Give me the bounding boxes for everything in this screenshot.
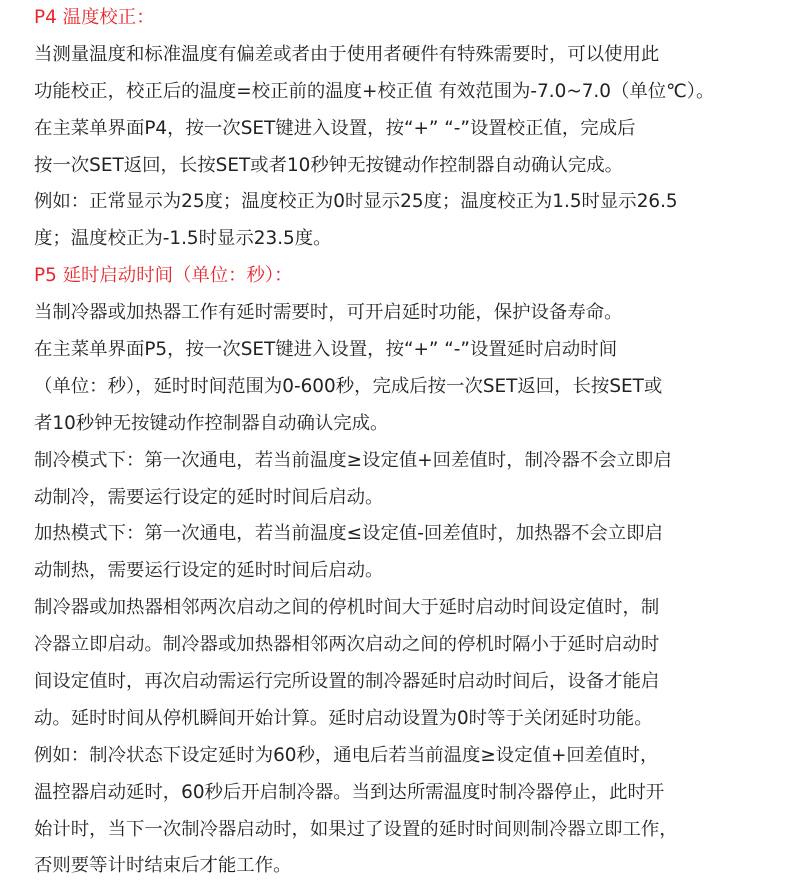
p5-text-line: 温控器启动延时，60秒后开启制冷器。当到达所需温度时制冷器停止，此时开 (34, 781, 665, 803)
section-heading-p5: P5 延时启动时间（单位：秒）： (34, 265, 293, 287)
p4-text-line: 度；温度校正为-1.5时显示23.5度。 (34, 228, 332, 250)
p5-text-line: 在主菜单界面P5，按一次SET键进入设置，按“+” “-”设置延时启动时间 (34, 339, 618, 361)
p5-text-line: 制冷器或加热器相邻两次启动之间的停机时间大于延时启动时间设定值时，制 (34, 597, 660, 619)
p5-text-line: 间设定值时，再次启动需运行完所设置的制冷器延时启动时间后，设备才能启 (34, 671, 660, 693)
p4-text-line: 功能校正，校正后的温度=校正前的温度+校正值 有效范围为-7.0~7.0（单位℃）。 (34, 80, 715, 102)
document-body (34, 0, 784, 885)
section-heading-p4: P4 温度校正： (34, 7, 155, 28)
p5-text-line: 动。延时时间从停机瞬间开始计算。延时启动设置为0时等于关闭延时功能。 (34, 707, 653, 729)
p5-text-line: 当制冷器或加热器工作有延时需要时，可开启延时功能，保护设备寿命。 (34, 302, 623, 324)
p5-text-line: 动制热，需要运行设定的延时时间后启动。 (34, 560, 384, 582)
p4-text-line: 按一次SET返回，长按SET或者10秒钟无按键动作控制器自动确认完成。 (34, 154, 624, 176)
p5-text-line: 制冷模式下：第一次通电，若当前温度≥设定值+回差值时，制冷器不会立即启 (34, 449, 672, 471)
p5-text-line: （单位：秒），延时时间范围为0-600秒，完成后按一次SET返回，长按SET或 (34, 375, 663, 397)
p4-text-line: 在主菜单界面P4，按一次SET键进入设置，按“+” “-”设置校正值，完成后 (34, 117, 636, 139)
p5-text-line: 冷器立即启动。制冷器或加热器相邻两次启动之间的停机时隔小于延时启动时 (34, 634, 660, 656)
p5-text-line: 例如：制冷状态下设定延时为60秒，通电后若当前温度≥设定值+回差值时， (34, 744, 659, 766)
p5-text-line: 否则要等计时结束后才能工作。 (34, 855, 292, 877)
p5-text-line: 者10秒钟无按键动作控制器自动确认完成。 (34, 412, 389, 434)
p5-text-line: 加热模式下：第一次通电，若当前温度≤设定值-回差值时，加热器不会立即启 (34, 523, 663, 545)
p4-text-line: 当测量温度和标准温度有偏差或者由于使用者硬件有特殊需要时，可以使用此 (34, 43, 660, 65)
p5-text-line: 动制冷，需要运行设定的延时时间后启动。 (34, 486, 384, 508)
p4-text-line: 例如：正常显示为25度；温度校正为0时显示25度；温度校正为1.5时显示26.5 (34, 191, 678, 213)
p5-text-line: 始计时，当下一次制冷器启动时，如果过了设置的延时时间则制冷器立即工作， (34, 818, 678, 840)
